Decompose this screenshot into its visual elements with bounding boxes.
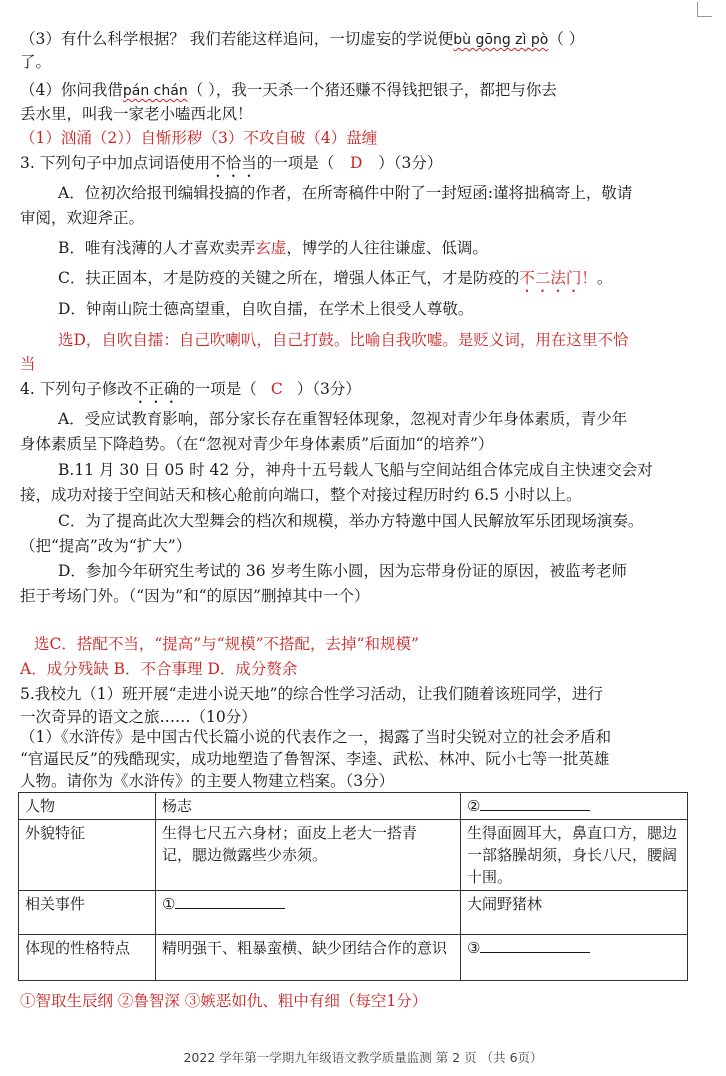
q4-option-b-line2: 接，成功对接于空间站天和核心舱前向端口，整个对接过程历时约 6.5 小时以上。: [20, 486, 582, 504]
q3-option-c-highlight: 不二法门！: [519, 269, 597, 287]
q2-item3-paren: （ ）: [548, 30, 585, 48]
q2-item4-pinyin: pán chán: [122, 83, 188, 99]
q2-item3-line: [20, 28, 584, 51]
table-cell-traits-col3: [461, 935, 688, 981]
q3-stem-dotted: 不恰当: [210, 154, 257, 172]
q4-stem-c: ）（3分）: [296, 380, 361, 398]
q3-explanation-line1: 选D，自吹自擂：自己吹喇叭，自己打鼓。比喻自我吹嘘。是贬义词，用在这里不恰: [58, 331, 629, 349]
q3-option-b: [58, 237, 488, 259]
q4-option-b-line1: B.11 月 30 日 05 时 42 分，神舟十五号载人飞船与空间站组合体完成自主快速交会对: [58, 461, 653, 479]
q3-option-a-line1: A．位初次给报刊编辑投搞的作者，在所寄稿件中附了一封短函:谨将拙稿寄上，敬请: [58, 184, 633, 202]
q5-stem-line1: 5.我校九（1）班开展“走进小说天地”的综合性学习活动，让我们随着该班同学，进行: [20, 685, 604, 703]
table-cell-header-col3: [461, 793, 688, 820]
page-footer: 2022 学年第一学期九年级语文教学质量监测 第 2 页 （共 6页）: [183, 1050, 543, 1065]
q3-option-a-line2: 审阅，欢迎斧正。: [20, 209, 145, 227]
q3-option-c-text-a: C．扶正固本，才是防疫的关键之所在，增强人体正气，才是防疫的: [58, 269, 520, 287]
q5-sub1-line2: “官逼民反”的残酷现实，成功地塑造了鲁智深、李逵、武松、林冲、阮小七等一批英雄: [20, 750, 610, 768]
q3-option-b-text-b: ，博学的人往往谦虚、低调。: [286, 239, 488, 257]
q4-stem-b: 的一项是（: [179, 380, 257, 398]
table-row-events: [19, 891, 688, 935]
table-cell-header-col2: 杨志: [156, 793, 461, 820]
q3-option-b-highlight: 玄虚: [255, 239, 287, 257]
q4-explanation-line2: A．成分残缺 B．不合事理 D．成分赘余: [20, 660, 298, 678]
q4-stem-a: 4. 下列句子修改: [20, 380, 133, 398]
q4-option-a-line1: A．受应试教育影响，部分家长存在重智轻体现象，忽视对青少年身体素质，青少年: [58, 410, 628, 428]
q4-option-c-line1: C．为了提高此次大型舞会的档次和规模，举办方特邀中国人民解放军乐团现场演奏。: [58, 512, 644, 530]
answer-blank-3[interactable]: [480, 952, 590, 953]
table-row-traits: [19, 935, 688, 981]
q5-sub1-line1: （1）《水浒传》是中国古代长篇小说的代表作之一，揭露了当时尖锐对立的社会矛盾和: [20, 728, 612, 746]
q5-sub1-line3: 人物。请你为《水浒传》的主要人物建立档案。（3分）: [20, 772, 395, 790]
table-cell-appearance-col3: 生得面圆耳大，鼻直口方，腮边一部貉臊胡须，身长八尺，腰阔十围。: [461, 820, 688, 891]
table-cell-appearance-yangzhi: 生得七尺五六身材；面皮上老大一搭青记，腮边微露些少赤须。: [156, 820, 461, 891]
q4-explanation-line1: 选C．搭配不当，“提高”与“规模”不搭配，去掉“和规模”: [34, 635, 419, 653]
q3-stem-a: 3. 下列句子中加点词语使用: [20, 154, 211, 172]
q2-item4-rest: ，我一天杀一个猪还赚不得钱把银子，都把与你去: [215, 81, 557, 99]
crop-mark-top-right: [697, 2, 712, 17]
table-header-row: [19, 793, 688, 820]
blank-mark-3: ③: [467, 939, 481, 957]
answer-blank-2[interactable]: [480, 810, 590, 811]
blank-mark-2: ②: [467, 797, 481, 815]
table-cell-events-yangzhi: [156, 891, 461, 935]
q4-option-a-line2: 身体素质呈下降趋势。（在“忽视对青少年身体素质”后面加“的培养”）: [20, 435, 494, 453]
q3-option-c-text-b: 。: [596, 269, 613, 287]
table-cell-appearance-label: 外貌特征: [19, 820, 156, 891]
q3-option-b-text-a: B．唯有浅薄的人才喜欢卖弄: [58, 239, 256, 257]
q4-option-c-line2: （把“提高”改为“扩大”）: [20, 537, 192, 555]
q4-stem: [20, 378, 361, 407]
table-cell-events-label: 相关事件: [19, 891, 156, 935]
q4-option-d-line2: 拒于考场门外。（“因为”和“的原因”删掉其中一个）: [20, 587, 370, 605]
q3-stem: [20, 152, 442, 181]
q2-item4-paren: （ ）: [187, 81, 216, 99]
q4-option-d-line1: D．参加今年研究生考试的 36 岁考生陈小圆，因为忘带身份证的原因，被监考老师: [58, 562, 628, 580]
table-row-appearance: [19, 820, 688, 891]
q5-answer: ①智取生辰纲 ②鲁智深 ③嫉恶如仇、粗中有细（每空1分）: [20, 992, 428, 1010]
q2-answer: （1）汹涌（2））自惭形秽（3）不攻自破（4）盘缠: [20, 129, 378, 147]
q3-option-c: [58, 267, 612, 296]
table-cell-events-col3: 大闹野猪林: [461, 891, 688, 935]
q4-answer-letter: C: [270, 380, 283, 398]
q2-item4-line2: 丢水里，叫我一家老小嗑西北风！: [20, 105, 253, 123]
q2-item4-text: （4）你问我借: [20, 81, 123, 99]
q2-item3-pinyin: bù gōng zì pò: [453, 32, 549, 48]
q5-stem-line2: 一次奇异的语文之旅……（10分）: [20, 708, 257, 726]
blank-mark-1: ①: [162, 895, 176, 913]
q3-answer-letter: D: [350, 154, 363, 172]
q2-item4-line: [20, 79, 557, 102]
table-cell-traits-label: 体现的性格特点: [19, 935, 156, 981]
q3-option-d: D．钟南山院士德高望重，自吹自擂，在学术上很受人尊敬。: [58, 300, 474, 318]
q3-explanation-line2: 当: [20, 355, 36, 373]
table-cell-header-label: 人物: [19, 793, 156, 820]
answer-blank-1[interactable]: [175, 908, 285, 909]
table-cell-traits-yangzhi: 精明强干、粗暴蛮横、缺少团结合作的意识: [156, 935, 461, 981]
q2-item3-tail: 了。: [20, 53, 52, 71]
q3-stem-c: ）（3分）: [378, 154, 443, 172]
q2-item3-text: （3）有什么科学根据？ 我们若能这样追问，一切虚妄的学说便: [20, 30, 454, 48]
q3-stem-b: 的一项是（: [256, 154, 335, 172]
character-profile-table: [18, 792, 688, 981]
q4-stem-dotted: 不正确: [132, 380, 180, 398]
